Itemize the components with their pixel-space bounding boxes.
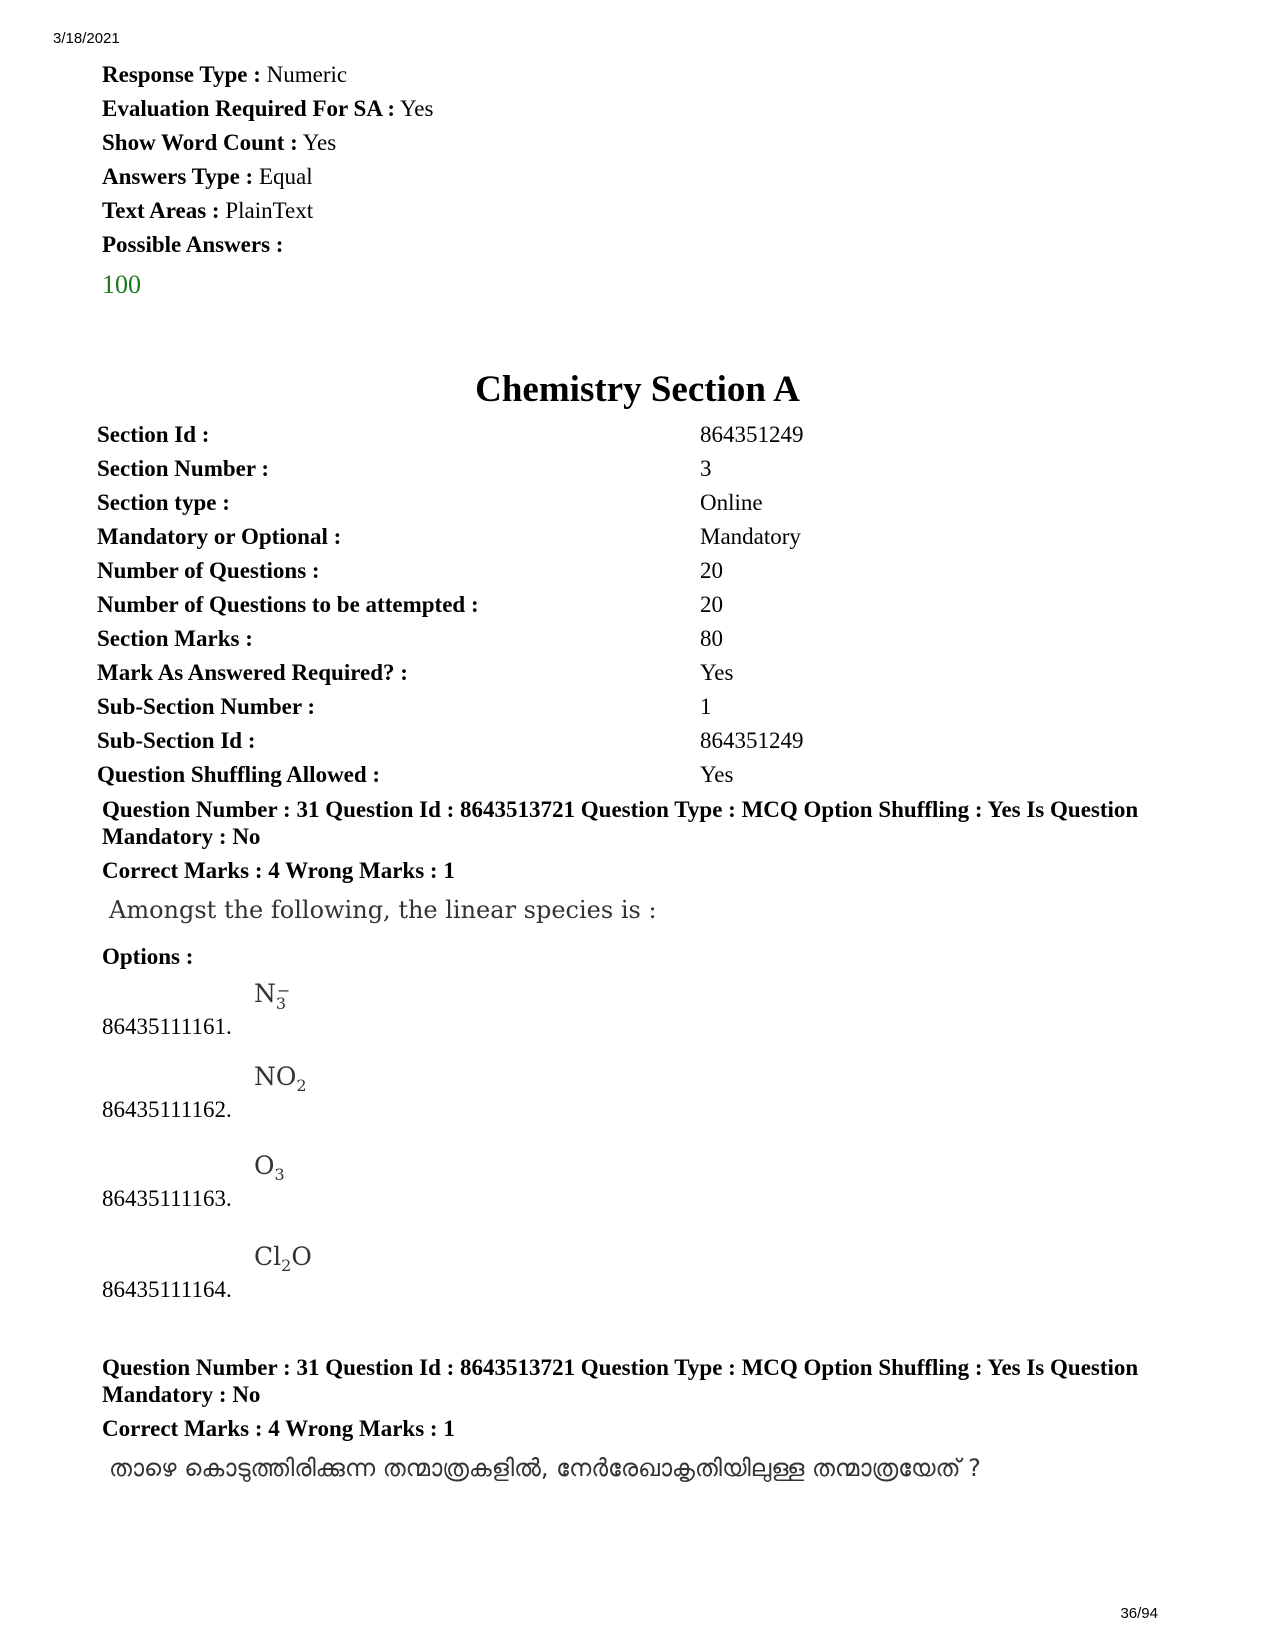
section-row-value: 3 <box>700 456 712 481</box>
formula-subscript: 2 <box>281 1256 292 1275</box>
meta-value: Yes <box>302 130 337 155</box>
page-number: 36/94 <box>1120 1605 1158 1622</box>
meta-label: Response Type : <box>102 62 261 87</box>
formula-subscript: 3 <box>275 994 287 1013</box>
meta-label: Evaluation Required For SA : <box>102 96 396 121</box>
option-1 <box>102 980 502 1040</box>
option-id: 86435111164. <box>102 1277 232 1302</box>
formula-subscript: 2 <box>296 1076 307 1095</box>
option-2 <box>102 1063 502 1123</box>
options-label: Options : <box>102 944 194 969</box>
section-row-label: Mandatory or Optional : <box>97 524 342 549</box>
section-row-value: 864351249 <box>700 728 804 753</box>
formula-base: N <box>254 979 276 1008</box>
meta-row-response-type <box>102 58 433 92</box>
meta-label: Answers Type : <box>102 164 254 189</box>
meta-row-possible-answers <box>102 228 433 262</box>
option-3 <box>102 1152 502 1212</box>
question-malayalam <box>102 1354 1172 1482</box>
meta-row-evaluation-required <box>102 92 433 126</box>
question-header: Question Number : 31 Question Id : 8643513721 Question Type : MCQ Option Shuffling : Yes Is Question Mandatory : No <box>102 797 1139 849</box>
formula-base: NO <box>254 1062 297 1091</box>
option-formula <box>254 1063 307 1100</box>
formula-base: Cl <box>254 1242 282 1271</box>
question-text: താഴെ കൊടുത്തിരിക്കുന്ന തന്മാത്രകളിൽ, നേർരേഖാകൃതിയിലുള്ള തന്മാത്രയേത് ? <box>109 1454 981 1482</box>
section-row-value: Yes <box>700 762 734 787</box>
question-marks: Correct Marks : 4 Wrong Marks : 1 <box>102 858 455 883</box>
option-formula <box>254 1243 312 1280</box>
option-4 <box>102 1243 502 1303</box>
section-row-value: 20 <box>700 558 723 583</box>
section-row-label: Mark As Answered Required? : <box>97 660 408 685</box>
meta-value: Yes <box>400 96 434 121</box>
section-row-value: Yes <box>700 660 734 685</box>
meta-row-show-word-count <box>102 126 433 160</box>
print-date: 3/18/2021 <box>53 30 120 47</box>
section-row-label: Question Shuffling Allowed : <box>97 762 381 787</box>
meta-label: Text Areas : <box>102 198 220 223</box>
section-row-value: Mandatory <box>700 524 801 549</box>
section-row-label: Number of Questions : <box>97 558 320 583</box>
section-row-value: 1 <box>700 694 712 719</box>
section-title: Chemistry Section A <box>475 369 800 410</box>
prev-question-meta <box>102 58 433 302</box>
option-formula <box>254 1152 285 1189</box>
option-id: 86435111161. <box>102 1014 232 1039</box>
section-row-label: Section Id : <box>97 422 210 447</box>
section-row-value: 80 <box>700 626 723 651</box>
section-row-label: Sub-Section Id : <box>97 728 256 753</box>
meta-value: Equal <box>258 164 313 189</box>
meta-label: Show Word Count : <box>102 130 298 155</box>
formula-base: O <box>254 1151 275 1180</box>
question-marks: Correct Marks : 4 Wrong Marks : 1 <box>102 1416 455 1441</box>
section-row-label: Section Number : <box>97 456 270 481</box>
meta-value: PlainText <box>225 198 314 223</box>
section-row-label: Section Marks : <box>97 626 253 651</box>
question-header: Question Number : 31 Question Id : 8643513721 Question Type : MCQ Option Shuffling : Yes Is Question Mandatory : No <box>102 1355 1139 1407</box>
formula-charge: − <box>276 981 291 1000</box>
section-row-value: 20 <box>700 592 723 617</box>
question-english <box>102 796 1172 970</box>
section-row-label: Sub-Section Number : <box>97 694 316 719</box>
question-text: Amongst the following, the linear species is : <box>109 896 657 924</box>
option-formula <box>254 979 291 1013</box>
section-row-label: Number of Questions to be attempted : <box>97 592 479 617</box>
option-id: 86435111163. <box>102 1186 232 1211</box>
section-row-value: Online <box>700 490 763 515</box>
meta-label: Possible Answers : <box>102 232 284 257</box>
meta-row-answers-type <box>102 160 433 194</box>
section-row-label: Section type : <box>97 490 230 515</box>
formula-subscript: 3 <box>274 1165 285 1184</box>
section-row-value: 864351249 <box>700 422 804 447</box>
meta-row-text-areas <box>102 194 433 228</box>
formula-tail: O <box>291 1242 312 1271</box>
meta-value: Numeric <box>266 62 348 87</box>
possible-answer-value: 100 <box>102 270 141 299</box>
option-id: 86435111162. <box>102 1097 232 1122</box>
